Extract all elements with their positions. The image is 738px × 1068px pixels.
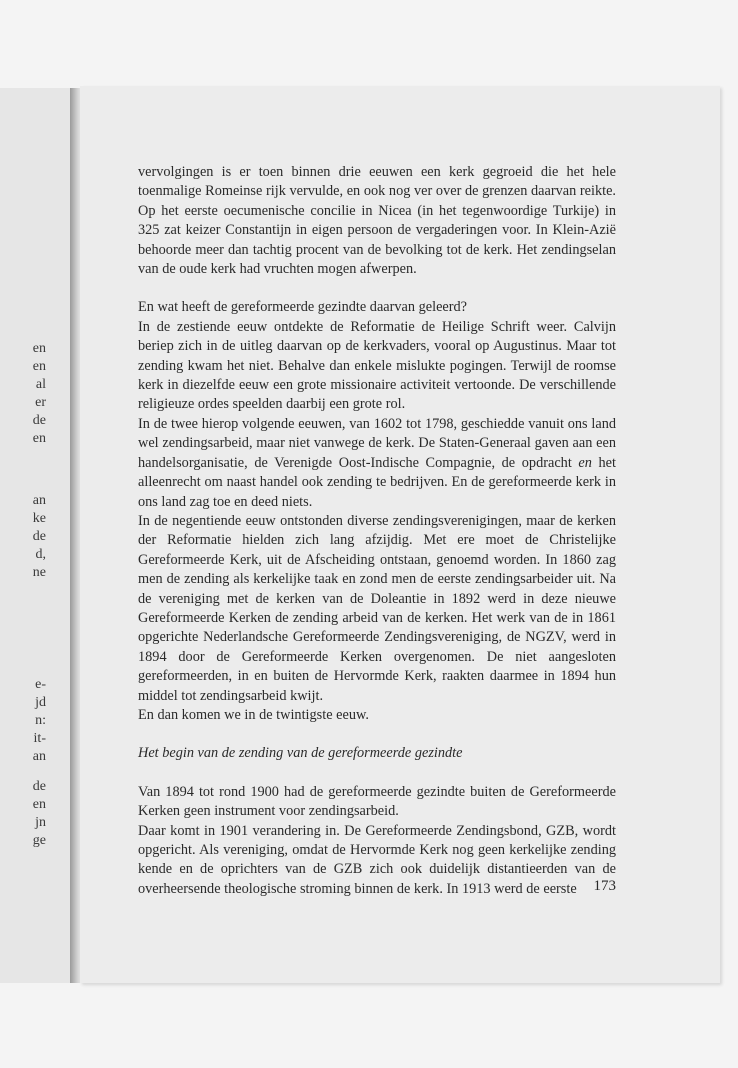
- page-number: 173: [593, 878, 616, 894]
- facing-page-fragments-3: e- jd n: it- an: [32, 677, 46, 764]
- paragraph: In de zestiende eeuw ontdekte de Reformatie de Heilige Schrift weer. Calvijn beriep zich in de uitleg daarvan op de kerkvaders, vooral op Augustinus. Maar tot zending kwam het niet. Behalve dan enkele mislukte pogingen. Terwijl de roomse kerk in diezelfde eeuw een grote missionaire activiteit vertoonde. De verschillende religieuze ordes speelden daarbij een grote rol.: [138, 318, 616, 413]
- paragraph: In de negentiende eeuw ontstonden diverse zendingsverenigingen, maar de kerken der Reformatie hielden zich lang afzijdig. Met ere moet de Christelijke Gereformeerde Kerk, uit de Afscheiding ontstaan, genoemd worden. In 1860 zag men de zending als kerkelijke taak en zond men de eerste zendingsarbeider uit. Na de vereniging met de kerken van de Doleantie in 1892 werd in deze nieuwe Gereformeerde Kerken de zending arbeid van de kerken. Het werk van de in 1861 opgerichte Nederlandsche Gereformeerde Zendingsvereniging, de NGZV, werd in 1894 door de Gereformeerde Kerken overgenomen. De niet aangesloten gereformeerden, in en buiten de Hervormde Kerk, raakten daarmee in 1894 hun middel tot zendingsarbeid kwijt.: [138, 512, 616, 704]
- facing-page-fragments-2: an ke de d, ne: [32, 493, 46, 580]
- section-heading: Het begin van de zending van de gereformeerde gezindte: [138, 745, 463, 762]
- paragraph: En dan komen we in de twintigste eeuw.: [138, 706, 369, 723]
- body-text: [138, 163, 616, 899]
- paragraph: In de twee hierop volgende eeuwen, van 1602 tot 1798, geschiedde vanuit ons land wel zendingsarbeid, maar niet vanwege de kerk. De Staten-Generaal gaven aan een handelsorganisatie, de Verenigde Oost-Indische Compagnie, de opdracht en het alleenrecht om naast handel ook zending te bedrijven. En de gereformeerde kerk in ons land zag toe en deed niets.: [138, 415, 616, 510]
- facing-page-fragments-4: de en jn ge: [32, 779, 46, 848]
- paragraph: Daar komt in 1901 verandering in. De Gereformeerde Zendingsbond, GZB, wordt opgericht. Als vereniging, omdat de Hervormde Kerk nog geen kerkelijke zending kende en de oprichters van de GZB zich ook duidelijk distantieerden van de overheersende theologische stroming binnen de kerk. In 1913 werd de eerste: [138, 822, 616, 897]
- paragraph: Van 1894 tot rond 1900 had de gereformeerde gezindte buiten de Gereformeerde Kerken geen instrument voor zendingsarbeid.: [138, 783, 616, 820]
- paragraph: En wat heeft de gereformeerde gezindte daarvan geleerd?: [138, 299, 468, 316]
- paragraph: vervolgingen is er toen binnen drie eeuwen een kerk gegroeid die het hele toenmalige Romeinse rijk vervulde, en ook nog ver over de grenzen daarvan reikte. Op het eerste oecumenische concilie in Nicea (in het tegenwoordige Turkije) in 325 zat keizer Constantijn in eigen persoon de vergaderingen voor. In Klein-Azië behoorde meer dan tachtig procent van de bevolking tot de kerk. Het zendingselan van de oude kerk had vruchten mogen afwerpen.: [138, 164, 616, 278]
- facing-page-fragments-1: en en al er de en: [32, 341, 46, 446]
- book-spine: [70, 88, 80, 983]
